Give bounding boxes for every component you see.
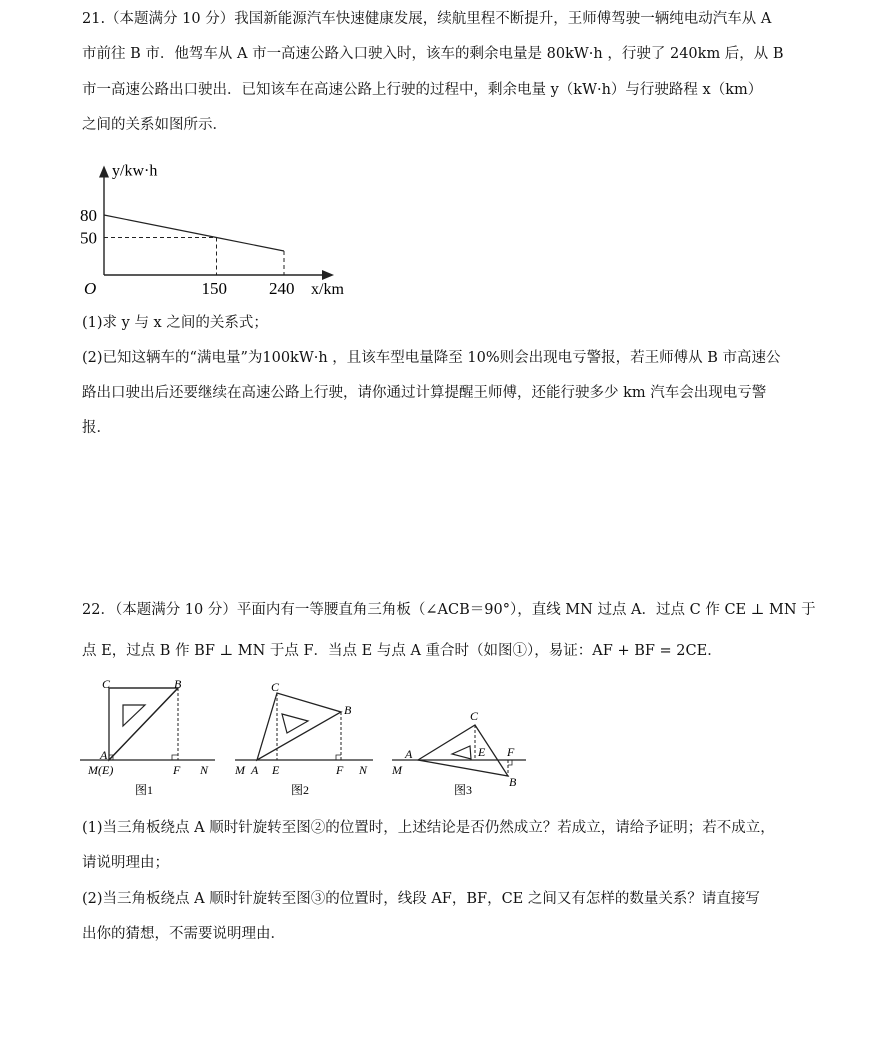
fig1-label-f: F	[173, 763, 181, 777]
q21-part1: (1)求 y 与 x 之间的关系式；	[82, 315, 268, 331]
q22-part2-line-1: (2)当三角板绕点 A 顺时针旋转至图③的位置时，线段 AF，BF，CE 之间又有怎样的数量关系？请直接写	[82, 891, 760, 907]
q21-line-2: 市前往 B 市．他驾车从 A 市一高速公路入口驶入时，该车的剩余电量是 80kW·h ，行驶了 240km 后，从 B	[82, 46, 784, 62]
q21-chart	[70, 145, 410, 305]
q21-part2-line-1: (2)已知这辆车的“满电量”为100kW·h ，且该车型电量降至 10%则会出现电亏警报，若王师傅从 B 市高速公	[82, 350, 781, 366]
x-tick-240: 240	[269, 279, 295, 298]
fig1-hyp	[109, 688, 178, 760]
fig3-triangle	[418, 725, 508, 776]
series-line	[104, 215, 284, 251]
x-axis-label: x/km	[311, 281, 344, 298]
fig2-label-f: F	[336, 763, 344, 777]
origin-label: O	[84, 279, 97, 298]
q21-line-1: 21.（本题满分 10 分）我国新能源汽车快速健康发展，续航里程不断提升，王师傅驾驶一辆纯电动汽车从 A	[82, 11, 772, 27]
q21-part2-line-3: 报．	[82, 420, 111, 436]
x-axis-arrow	[322, 270, 334, 280]
x-tick-150: 150	[201, 279, 227, 298]
fig2-label-e: E	[272, 763, 280, 777]
figure-1	[80, 678, 230, 798]
q21-line-4: 之间的关系如图所示．	[82, 117, 227, 133]
y-axis-label: y/kw·h	[112, 162, 158, 180]
q22-line-2: 点 E，过点 B 作 BF ⊥ MN 于点 F．当点 E 与点 A 重合时（如图①），易证：AF + BF = 2CE．	[82, 643, 722, 659]
fig3-inner-triangle	[452, 746, 471, 759]
fig1-label-b: B	[174, 678, 182, 691]
fig3-right-angle-f	[508, 760, 512, 765]
fig2-caption: 图2	[291, 783, 310, 797]
fig1-label-n: N	[200, 763, 209, 777]
fig3-label-e: E	[478, 745, 486, 759]
fig2-label-a: A	[251, 763, 259, 777]
fig2-label-c: C	[271, 680, 280, 694]
fig2-label-m: M	[235, 763, 245, 777]
fig1-label-me: M(E)	[88, 763, 114, 777]
figure-3	[390, 678, 540, 798]
fig3-label-c: C	[470, 709, 479, 723]
fig3-caption: 图3	[454, 783, 473, 797]
figure-2	[235, 678, 385, 798]
fig3-label-b: B	[509, 775, 517, 789]
q21-line-3: 市一高速公路出口驶出．已知该车在高速公路上行驶的过程中，剩余电量 y（kW·h）与行驶路程 x（km）	[82, 82, 763, 98]
fig2-inner-triangle	[282, 714, 308, 733]
q22-part1-line-2: 请说明理由；	[82, 855, 169, 871]
fig3-label-m: M	[392, 763, 402, 777]
fig1-caption: 图1	[135, 783, 154, 797]
q22-part1-line-1: (1)当三角板绕点 A 顺时针旋转至图②的位置时，上述结论是否仍然成立？若成立，请给予证明；若不成立，	[82, 820, 775, 836]
q22-line-1: 22．（本题满分 10 分）平面内有一等腰直角三角板（∠ACB＝90°），直线 MN 过点 A．过点 C 作 CE ⊥ MN 于	[82, 602, 816, 618]
q22-part2-line-2: 出你的猜想，不需要说明理由．	[82, 926, 285, 942]
fig3-label-a: A	[405, 747, 413, 761]
fig1-label-a: A	[100, 748, 108, 762]
y-axis-arrow	[99, 166, 109, 178]
fig1-right-angle-f	[172, 755, 178, 760]
fig1-label-c: C	[102, 678, 111, 691]
q21-part2-line-2: 路出口驶出后还要继续在高速公路上行驶，请你通过计算提醒王师傅，还能行驶多少 km 汽车会出现电亏警	[82, 385, 767, 401]
fig2-right-angle-f	[336, 755, 341, 760]
fig1-inner-triangle	[123, 705, 145, 726]
y-tick-80: 80	[80, 206, 97, 225]
fig2-label-b: B	[344, 703, 352, 717]
y-tick-50: 50	[80, 228, 97, 248]
fig2-label-n: N	[359, 763, 368, 777]
fig3-label-f: F	[507, 745, 515, 759]
